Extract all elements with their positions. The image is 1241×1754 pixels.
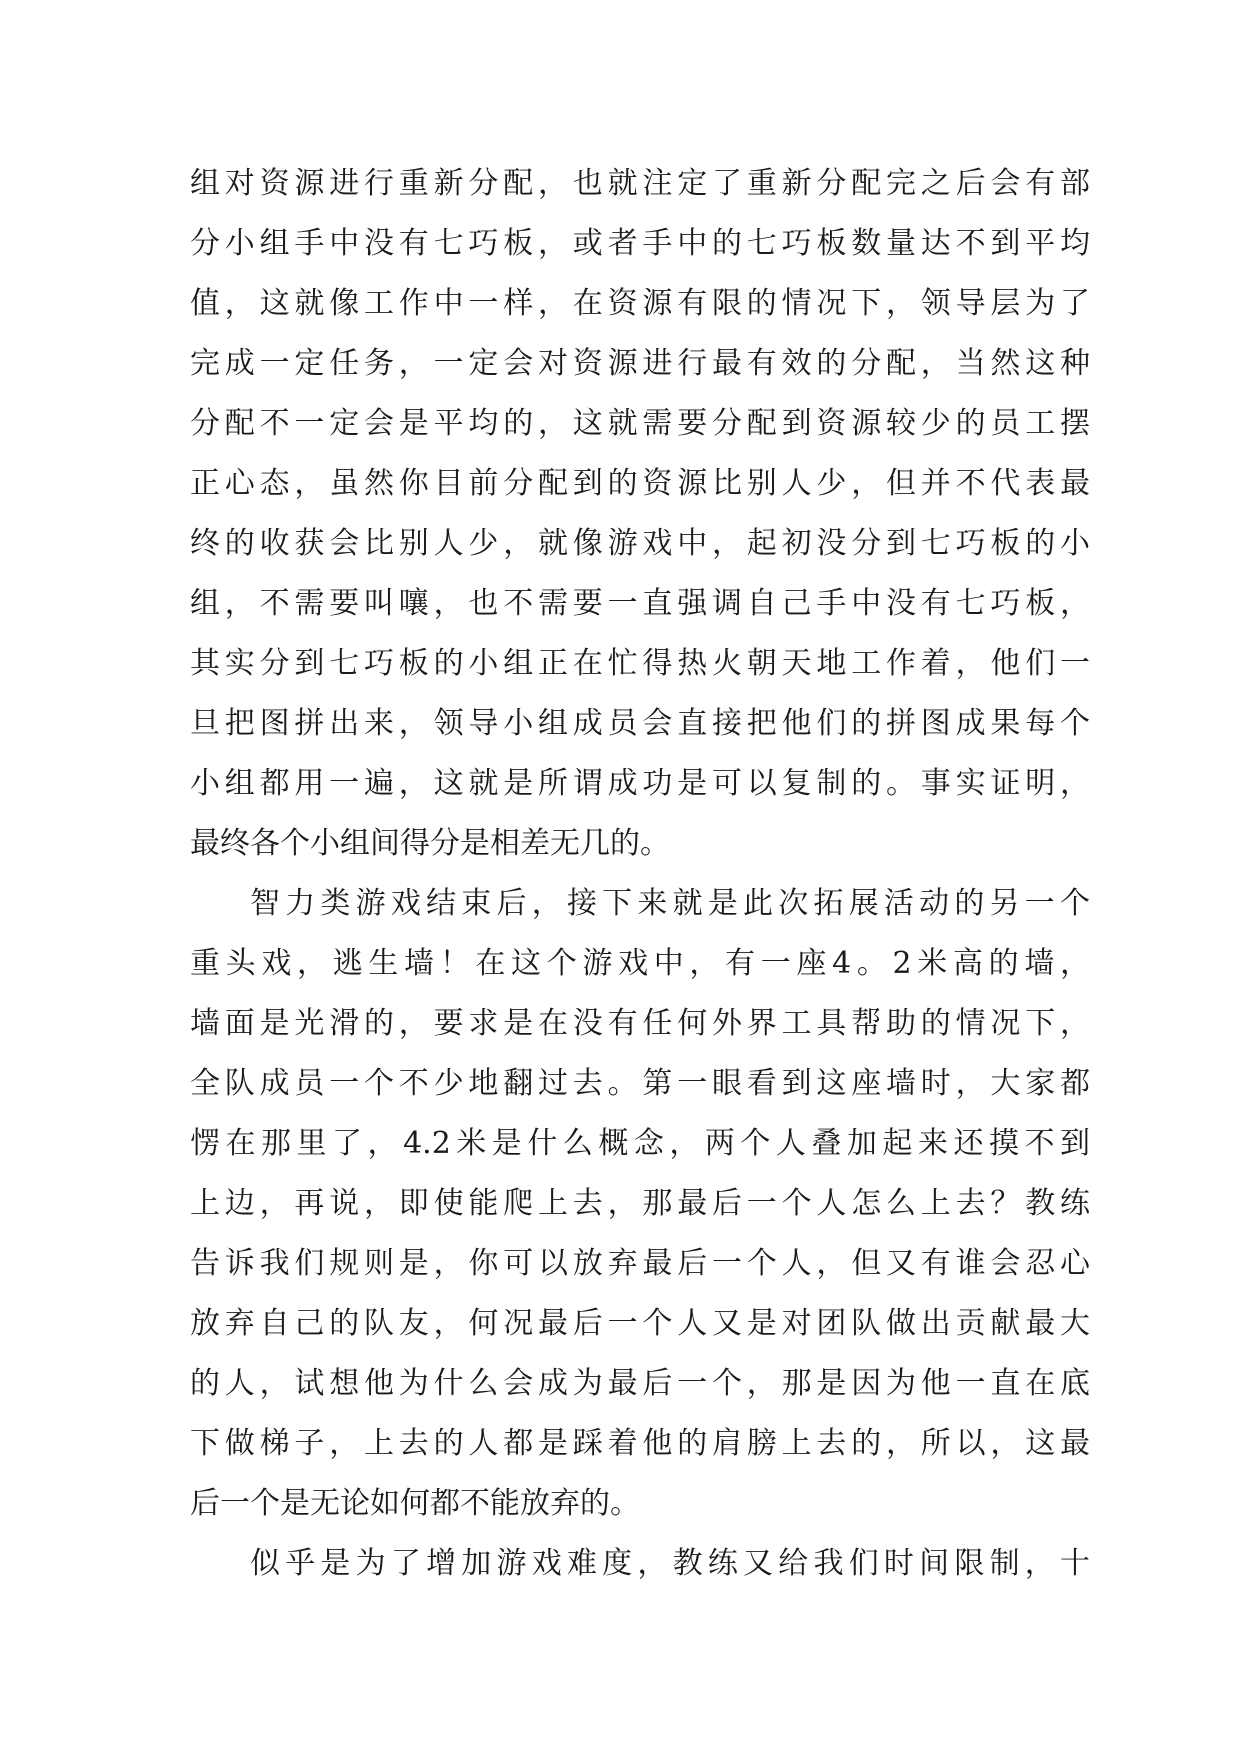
text-line: 重头戏，逃生墙！在这个游戏中，有一座4。2米高的墙， xyxy=(190,946,1090,981)
text-line: 其实分到七巧板的小组正在忙得热火朝天地工作着，他们一 xyxy=(190,646,1090,681)
text-line-paragraph-end: 最终各个小组间得分是相差无几的。 xyxy=(190,826,670,861)
text-line-paragraph-start: 似乎是为了增加游戏难度，教练又给我们时间限制，十 xyxy=(250,1546,1090,1581)
text-line: 正心态，虽然你目前分配到的资源比别人少，但并不代表最 xyxy=(190,466,1090,501)
text-line: 小组都用一遍，这就是所谓成功是可以复制的。事实证明， xyxy=(190,766,1090,801)
text-line: 分配不一定会是平均的，这就需要分配到资源较少的员工摆 xyxy=(190,406,1090,441)
text-line: 旦把图拼出来，领导小组成员会直接把他们的拼图成果每个 xyxy=(190,706,1090,741)
text-line: 组，不需要叫嚷，也不需要一直强调自己手中没有七巧板， xyxy=(190,586,1090,621)
text-line: 告诉我们规则是，你可以放弃最后一个人，但又有谁会忍心 xyxy=(190,1246,1090,1281)
text-line: 终的收获会比别人少，就像游戏中，起初没分到七巧板的小 xyxy=(190,526,1090,561)
text-line: 墙面是光滑的，要求是在没有任何外界工具帮助的情况下， xyxy=(190,1006,1090,1041)
text-line: 下做梯子，上去的人都是踩着他的肩膀上去的，所以，这最 xyxy=(190,1426,1090,1461)
text-line: 全队成员一个不少地翻过去。第一眼看到这座墙时，大家都 xyxy=(190,1066,1090,1101)
document-body xyxy=(190,154,1090,1594)
text-line: 组对资源进行重新分配，也就注定了重新分配完之后会有部 xyxy=(190,166,1090,201)
text-line: 的人，试想他为什么会成为最后一个，那是因为他一直在底 xyxy=(190,1366,1090,1401)
text-line-paragraph-end: 后一个是无论如何都不能放弃的。 xyxy=(190,1486,640,1521)
text-line-paragraph-start: 智力类游戏结束后，接下来就是此次拓展活动的另一个 xyxy=(250,886,1090,921)
text-line: 上边，再说，即使能爬上去，那最后一个人怎么上去？教练 xyxy=(190,1186,1090,1221)
text-line: 值，这就像工作中一样，在资源有限的情况下，领导层为了 xyxy=(190,286,1090,321)
text-line: 完成一定任务，一定会对资源进行最有效的分配，当然这种 xyxy=(190,346,1090,381)
text-line: 愣在那里了，4.2米是什么概念，两个人叠加起来还摸不到 xyxy=(190,1126,1090,1161)
text-line: 分小组手中没有七巧板，或者手中的七巧板数量达不到平均 xyxy=(190,226,1090,261)
text-line: 放弃自己的队友，何况最后一个人又是对团队做出贡献最大 xyxy=(190,1306,1090,1341)
